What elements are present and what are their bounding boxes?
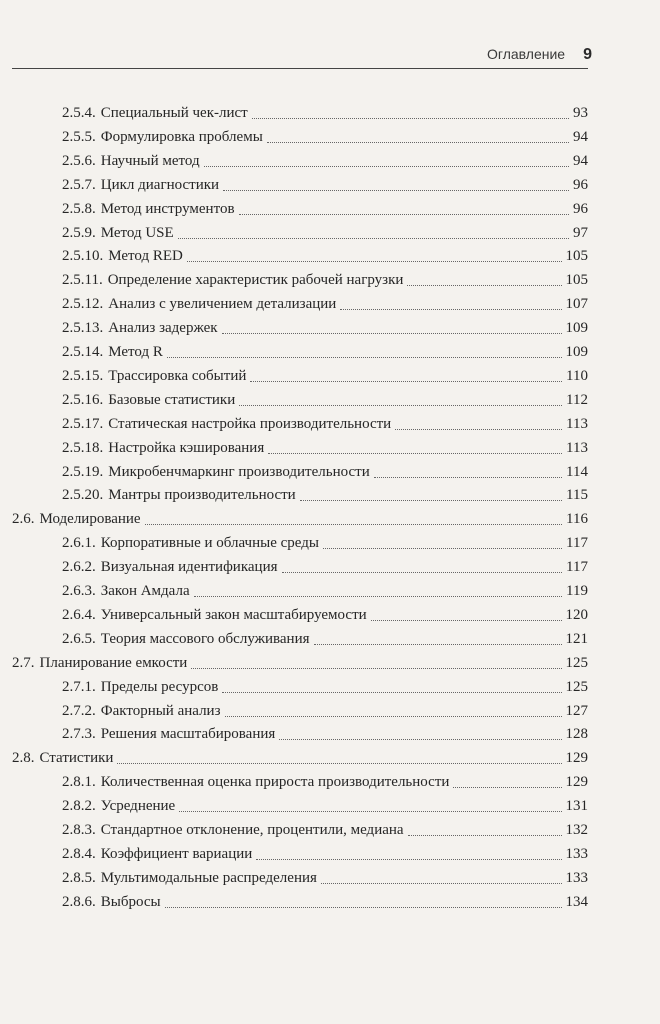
toc-entry-page: 115 xyxy=(566,487,588,504)
toc-entry-page: 116 xyxy=(566,511,588,528)
dot-leader xyxy=(267,141,569,143)
toc-entry-title: Базовые статистики xyxy=(108,391,236,408)
toc-entry-title: Анализ с увеличением детализации xyxy=(108,296,337,313)
dot-leader xyxy=(167,356,562,358)
toc-entry-page: 125 xyxy=(565,654,588,671)
toc-entry-page: 112 xyxy=(566,391,588,408)
toc-entry-page: 134 xyxy=(565,893,588,910)
toc-entry-page: 114 xyxy=(566,463,588,480)
dot-leader xyxy=(187,260,562,262)
dot-leader xyxy=(321,882,562,884)
toc-entry-title: Теория массового обслуживания xyxy=(100,630,310,647)
toc-entry xyxy=(62,556,588,576)
toc-entry xyxy=(62,198,588,218)
toc-entry xyxy=(62,628,588,648)
toc-entry-page: 107 xyxy=(565,296,588,313)
toc-entry xyxy=(62,843,588,863)
toc-entry-number: 2.8.2. xyxy=(62,798,96,815)
dot-leader xyxy=(204,165,569,167)
dot-leader xyxy=(178,237,569,239)
toc-entry-number: 2.5.14. xyxy=(62,344,104,360)
toc-entry xyxy=(62,891,588,911)
running-header xyxy=(487,46,592,64)
toc-entry xyxy=(62,222,588,242)
dot-leader xyxy=(225,715,562,717)
toc-entry xyxy=(12,508,588,528)
toc-entry-page: 94 xyxy=(573,128,588,145)
toc-entry xyxy=(62,293,588,313)
toc-entry-title: Анализ задержек xyxy=(108,320,218,337)
toc-entry-page: 96 xyxy=(573,200,588,217)
toc-entry-page: 125 xyxy=(565,678,588,695)
toc-entry-title: Мультимодальные распределения xyxy=(100,869,317,886)
toc-entry-title: Решения масштабирования xyxy=(100,726,276,743)
toc-entry-page: 119 xyxy=(566,583,588,599)
toc-entry-page: 109 xyxy=(565,320,588,337)
toc-entry-title: Микробенчмаркинг производительности xyxy=(108,463,370,480)
toc-entry-title: Цикл диагностики xyxy=(100,176,220,193)
dot-leader xyxy=(279,738,561,740)
toc-entry xyxy=(62,604,588,624)
toc-entry-page: 127 xyxy=(565,702,588,719)
toc-entry-title: Выбросы xyxy=(100,893,161,910)
toc-entry-number: 2.5.10. xyxy=(62,248,104,265)
toc-entry-number: 2.5.8. xyxy=(62,200,96,217)
toc-entry-page: 109 xyxy=(565,344,588,360)
toc-entry xyxy=(62,269,588,289)
toc-entry xyxy=(62,317,588,337)
toc-entry-title: Метод инструментов xyxy=(100,200,235,217)
toc-entry xyxy=(62,341,588,361)
toc-entry-number: 2.7.1. xyxy=(62,678,96,695)
dot-leader xyxy=(191,667,561,669)
toc-entry-number: 2.8.4. xyxy=(62,845,96,862)
dot-leader xyxy=(300,499,562,501)
toc-entry-page: 133 xyxy=(565,869,588,886)
toc-entry-title: Статическая настройка производительности xyxy=(108,415,392,432)
toc-entry-title: Стандартное отклонение, процентили, медиана xyxy=(100,822,404,838)
toc-entry-number: 2.8.5. xyxy=(62,869,96,886)
toc-entry-title: Факторный анализ xyxy=(100,702,221,719)
toc-entry-page: 129 xyxy=(565,774,588,791)
dot-leader xyxy=(256,858,561,860)
toc-entry-title: Формулировка проблемы xyxy=(100,128,263,145)
toc-entry-number: 2.5.12. xyxy=(62,296,104,313)
toc-entry-title: Коэффициент вариации xyxy=(100,845,253,862)
toc-entry-number: 2.8. xyxy=(12,750,35,767)
toc-entry-title: Определение характеристик рабочей нагрузки xyxy=(107,272,404,289)
dot-leader xyxy=(194,595,562,597)
toc-entry-title: Метод USE xyxy=(100,224,174,241)
toc-entry-title: Моделирование xyxy=(39,511,141,528)
toc-entry-page: 97 xyxy=(573,224,588,241)
toc-entry-page: 129 xyxy=(565,750,588,767)
toc-entry-page: 96 xyxy=(573,176,588,193)
toc-entry-page: 121 xyxy=(565,630,588,647)
toc-entry-number: 2.5.19. xyxy=(62,463,104,480)
dot-leader xyxy=(371,619,562,621)
toc-entry-number: 2.8.6. xyxy=(62,893,96,910)
dot-leader xyxy=(165,906,562,908)
toc-entry-title: Научный метод xyxy=(100,152,200,169)
dot-leader xyxy=(408,834,562,836)
toc-entry-page: 105 xyxy=(565,248,588,265)
dot-leader xyxy=(314,643,562,645)
toc-entry xyxy=(62,867,588,887)
toc-entry-number: 2.5.11. xyxy=(62,272,103,289)
toc-entry-page: 131 xyxy=(565,798,588,815)
toc-entry-number: 2.6.1. xyxy=(62,535,96,552)
dot-leader xyxy=(453,786,561,788)
toc-entry xyxy=(62,532,588,552)
toc-entry-title: Усреднение xyxy=(100,798,176,815)
toc-entry-title: Универсальный закон масштабируемости xyxy=(100,606,367,623)
dot-leader xyxy=(222,691,561,693)
toc-entry-page: 113 xyxy=(566,439,588,456)
dot-leader xyxy=(340,308,561,310)
toc-entry xyxy=(62,676,588,696)
dot-leader xyxy=(179,810,561,812)
toc-entry-title: Пределы ресурсов xyxy=(100,678,219,695)
toc-entry-page: 117 xyxy=(566,535,588,552)
toc-entry xyxy=(62,484,588,504)
toc-entry-page: 133 xyxy=(565,845,588,862)
toc-entry-page: 128 xyxy=(565,726,588,743)
toc-entry xyxy=(62,795,588,815)
toc-entry-page: 120 xyxy=(565,606,588,623)
toc-entry xyxy=(62,437,588,457)
toc-entry xyxy=(62,365,588,385)
toc-entry xyxy=(62,461,588,481)
toc-entry-title: Настройка кэширования xyxy=(108,439,265,456)
dot-leader xyxy=(222,332,562,334)
toc-entry-title: Корпоративные и облачные среды xyxy=(100,535,319,552)
toc-entry-title: Статистики xyxy=(39,750,114,767)
toc-entry-title: Мантры производительности xyxy=(108,487,296,504)
toc-entry-number: 2.7.3. xyxy=(62,726,96,743)
toc-entry-number: 2.6. xyxy=(12,511,35,528)
dot-leader xyxy=(268,452,562,454)
toc-entry-page: 113 xyxy=(566,415,588,432)
dot-leader xyxy=(239,213,569,215)
toc-entry-page: 105 xyxy=(565,272,588,289)
toc-entry xyxy=(12,652,588,672)
toc-entry xyxy=(62,700,588,720)
toc-entry-number: 2.6.2. xyxy=(62,559,96,576)
toc-entry xyxy=(62,771,588,791)
dot-leader xyxy=(282,571,563,573)
dot-leader xyxy=(252,117,569,119)
toc-entry xyxy=(62,174,588,194)
toc-entry-number: 2.7.2. xyxy=(62,702,96,719)
toc-entry-page: 117 xyxy=(566,559,588,576)
toc-entry-page: 93 xyxy=(573,105,588,121)
dot-leader xyxy=(323,547,562,549)
toc-entry-title: Метод RED xyxy=(108,248,183,265)
toc-entry-page: 132 xyxy=(565,822,588,838)
toc-entry xyxy=(62,819,588,839)
toc-entry-number: 2.6.3. xyxy=(62,583,96,599)
toc-entry-number: 2.7. xyxy=(12,654,35,671)
dot-leader xyxy=(395,428,562,430)
toc-entry xyxy=(62,126,588,146)
toc-entry xyxy=(62,245,588,265)
header-rule xyxy=(12,68,588,69)
toc-entry-title: Визуальная идентификация xyxy=(100,559,278,576)
toc-entry xyxy=(62,723,588,743)
toc-entry-number: 2.5.15. xyxy=(62,367,104,384)
running-header-title: Оглавление xyxy=(487,46,566,62)
toc-entry-number: 2.5.6. xyxy=(62,152,96,169)
toc-entry-title: Трассировка событий xyxy=(108,367,247,384)
toc-entry-number: 2.8.3. xyxy=(62,822,96,838)
dot-leader xyxy=(250,380,562,382)
toc-entry-title: Специальный чек-лист xyxy=(100,105,248,121)
toc-entry-number: 2.5.20. xyxy=(62,487,104,504)
toc-entry xyxy=(62,413,588,433)
dot-leader xyxy=(117,762,561,764)
toc-entry-page: 110 xyxy=(566,367,588,384)
toc-entry-number: 2.5.17. xyxy=(62,415,104,432)
dot-leader xyxy=(239,404,562,406)
dot-leader xyxy=(407,284,561,286)
toc-entry-number: 2.6.4. xyxy=(62,606,96,623)
toc-entry-number: 2.5.7. xyxy=(62,176,96,193)
toc-entry-number: 2.8.1. xyxy=(62,774,96,791)
dot-leader xyxy=(223,189,569,191)
toc-entry xyxy=(62,102,588,122)
toc-entry-title: Планирование емкости xyxy=(39,654,188,671)
toc-entry-title: Закон Амдала xyxy=(100,583,190,599)
page-number: 9 xyxy=(583,46,592,63)
dot-leader xyxy=(374,476,562,478)
toc-entry-title: Количественная оценка прироста производительности xyxy=(100,774,450,791)
toc-entry-number: 2.5.4. xyxy=(62,105,96,121)
toc-entry-title: Метод R xyxy=(108,344,163,360)
toc-entry-number: 2.5.9. xyxy=(62,224,96,241)
toc-entry-number: 2.5.13. xyxy=(62,320,104,337)
toc-entry xyxy=(62,389,588,409)
toc-entry xyxy=(62,150,588,170)
toc-entry xyxy=(12,747,588,767)
toc-entry-number: 2.5.5. xyxy=(62,128,96,145)
dot-leader xyxy=(145,523,562,525)
toc-entry-number: 2.6.5. xyxy=(62,630,96,647)
toc-entry-page: 94 xyxy=(573,152,588,169)
toc-entry-number: 2.5.16. xyxy=(62,391,104,408)
toc-entry xyxy=(62,580,588,600)
toc-entry-number: 2.5.18. xyxy=(62,439,104,456)
